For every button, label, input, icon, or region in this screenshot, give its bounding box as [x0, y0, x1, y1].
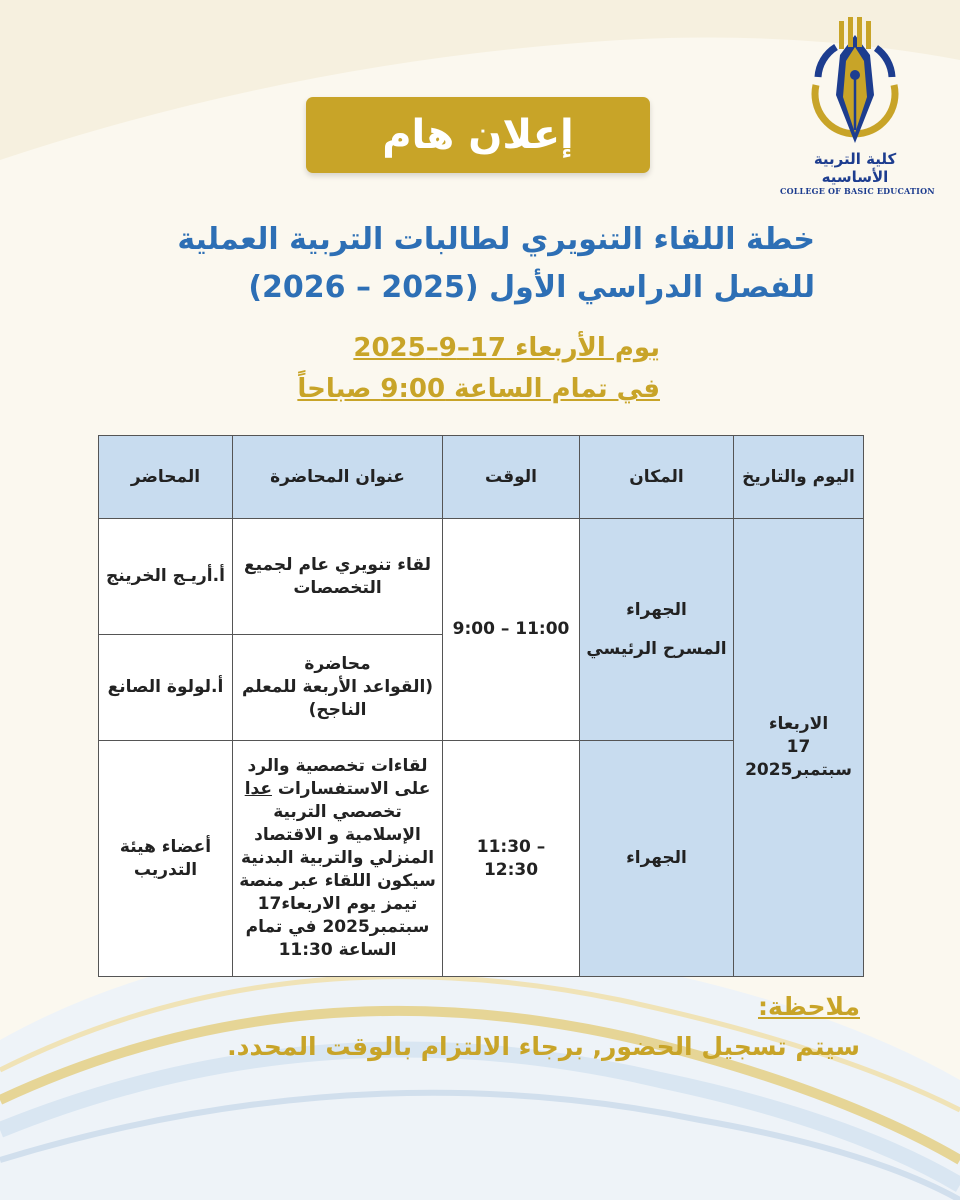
day-date-cell [734, 519, 864, 977]
banner-label: إعلان هام [382, 112, 574, 158]
lecturer-cell: أ.لولوة الصانع [99, 635, 233, 741]
logo-arabic-name: كلية التربية الأساسيه [813, 150, 897, 186]
time-cell: 9:00 – 11:00 [443, 519, 580, 741]
table-header-row [99, 436, 864, 519]
day-date: 17 سبتمبر2025 [745, 737, 852, 780]
logo-english-name: COLLEGE OF BASIC EDUCATION [780, 186, 935, 196]
note-title: ملاحظة: [758, 992, 860, 1021]
time-cell: 11:30 – 12:30 [443, 741, 580, 977]
topic-line2: (القواعد الأربعة للمعلم الناجح) [241, 677, 434, 720]
topic-part1: لقاءات تخصصية والرد على الاستفسارات [247, 756, 431, 800]
place-cell [580, 519, 734, 741]
place-venue: المسرح الرئيسي [586, 638, 727, 659]
topic-underlined: عدا [244, 779, 272, 800]
header-time: الوقت [443, 436, 580, 519]
day-name: الاربعاء [768, 714, 829, 735]
lecturer-cell: أعضاء هيئة التدريب [99, 741, 233, 977]
topic-cell: لقاء تنويري عام لجميع التخصصات [233, 519, 443, 635]
place-city: الجهراء [626, 599, 687, 620]
table-row [99, 519, 864, 635]
topic-cell [233, 741, 443, 977]
event-time: في تمام الساعة 9:00 صباحاً [297, 374, 660, 404]
college-logo [780, 15, 935, 196]
lecturer-cell: أ.أريـج الخرينج [99, 519, 233, 635]
event-date: يوم الأربعاء 17–9–2025 [353, 333, 660, 363]
place-cell: الجهراء [580, 741, 734, 977]
header-topic: عنوان المحاضرة [233, 436, 443, 519]
header-place: المكان [580, 436, 734, 519]
header-day-date: اليوم والتاريخ [734, 436, 864, 519]
topic-cell [233, 635, 443, 741]
topic-line1: محاضرة [304, 654, 371, 675]
header-lecturer: المحاضر [99, 436, 233, 519]
pen-nib-icon [796, 15, 914, 150]
announcement-banner [306, 97, 650, 173]
topic-part2: تخصصي التربية الإسلامية و الاقتصاد المنزلي والتربية البدنية سيكون اللقاء عبر منصة تيمز يوم الاربعاء17 سبتمبر2025 في تمام الساعة 11:30 [239, 802, 436, 960]
schedule-table [98, 435, 864, 977]
note-text: سيتم تسجيل الحضور, برجاء الالتزام بالوقت المحدد. [227, 1032, 860, 1061]
page-title-line2: للفصل الدراسي الأول (2025 – 2026) [248, 270, 815, 305]
page-title-line1: خطة اللقاء التنويري لطالبات التربية العملية [177, 222, 815, 257]
